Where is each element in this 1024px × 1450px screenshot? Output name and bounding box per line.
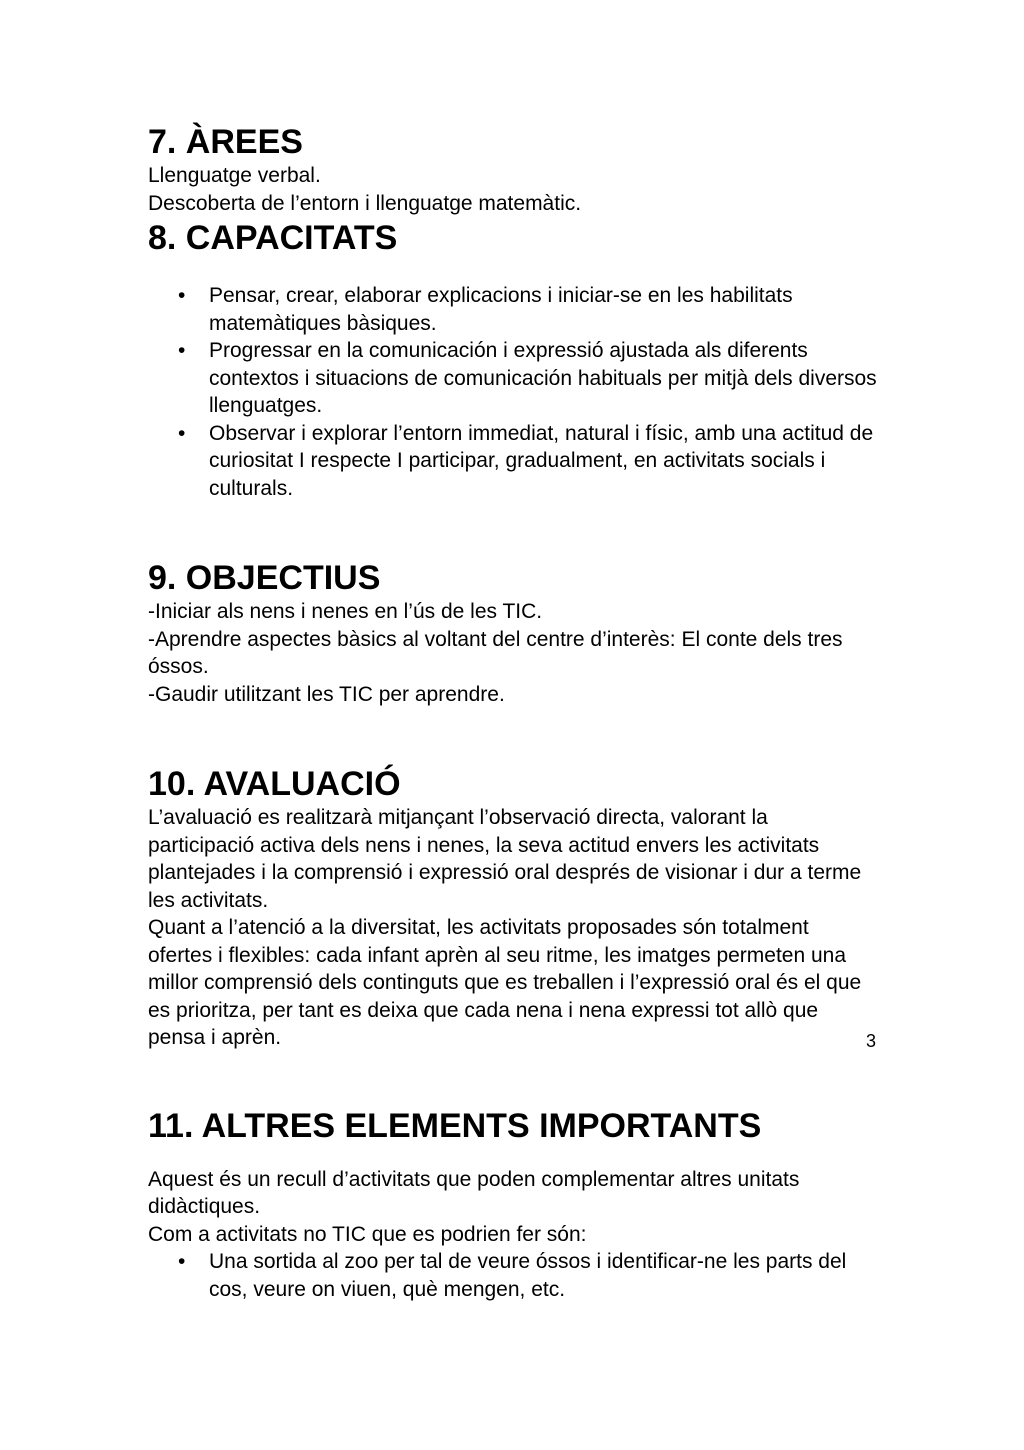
list-item-text: Progressar en la comunicación i expressió ajustada als diferents contextos i situacions de comunicación habituals per mitjà dels diversos llenguatges. (209, 339, 877, 417)
section-heading-avaluacio: 10. AVALUACIÓ (148, 765, 401, 803)
page-number: 3 (866, 1031, 877, 1051)
bullet-icon: • (178, 1250, 186, 1273)
altres-paragraph: Aquest és un recull d’activitats que poden complementar altres unitats didàctiques. (148, 1167, 800, 1218)
list-item-text: Pensar, crear, elaborar explicacions i iniciar-se en les habilitats matemàtiques bàsiques. (209, 284, 793, 335)
list-item (148, 420, 878, 503)
list-item-text: Una sortida al zoo per tal de veure óssos i identificar-ne les parts del cos, veure on viuen, què mengen, etc. (209, 1250, 847, 1301)
objectius-line: -Aprendre aspectes bàsics al voltant del centre d’interès: El conte dels tres óssos. (148, 627, 843, 678)
list-item (148, 337, 878, 420)
bullet-icon: • (178, 284, 186, 307)
objectius-line: -Iniciar als nens i nenes en l’ús de les TIC. (148, 600, 543, 623)
altres-list (148, 1248, 878, 1303)
arees-line: Descoberta de l’entorn i llenguatge matemàtic. (148, 191, 582, 215)
objectius-line: -Gaudir utilitzant les TIC per aprendre. (148, 682, 505, 706)
arees-line: Llenguatge verbal. (148, 164, 321, 187)
avaluacio-paragraph: L’avaluació es realitzarà mitjançant l’observació directa, valorant la participació activa dels nens i nenes, la seva actitud envers les activitats plantejades i la comprensió i expressió oral després de visionar i dur a terme les activitats. (148, 806, 862, 912)
document-page (148, 122, 878, 1303)
list-item (148, 1248, 878, 1303)
bullet-icon: • (178, 339, 186, 362)
list-item (148, 282, 878, 337)
section-heading-capacitats: 8. CAPACITATS (148, 219, 398, 257)
avaluacio-paragraph: Quant a l’atenció a la diversitat, les activitats proposades són totalment ofertes i flexibles: cada infant aprèn al seu ritme, les imatges permeten una millor comprensió dels continguts que es treballen i l’expressió oral és el que es prioritza, per tant es deixa que cada nena i nena expressi tot allò que pensa i aprèn. (148, 916, 862, 1049)
list-item-text: Observar i explorar l’entorn immediat, natural i físic, amb una actitud de curiositat I respecte I participar, gradualment, en activitats socials i culturals. (209, 421, 874, 500)
capacitats-list (148, 282, 878, 502)
section-heading-objectius: 9. OBJECTIUS (148, 559, 381, 597)
bullet-icon: • (178, 421, 186, 445)
section-heading-altres: 11. ALTRES ELEMENTS IMPORTANTS (148, 1106, 762, 1145)
section-heading-arees: 7. ÀREES (148, 123, 303, 161)
altres-paragraph: Com a activitats no TIC que es podrien fer són: (148, 1222, 587, 1246)
